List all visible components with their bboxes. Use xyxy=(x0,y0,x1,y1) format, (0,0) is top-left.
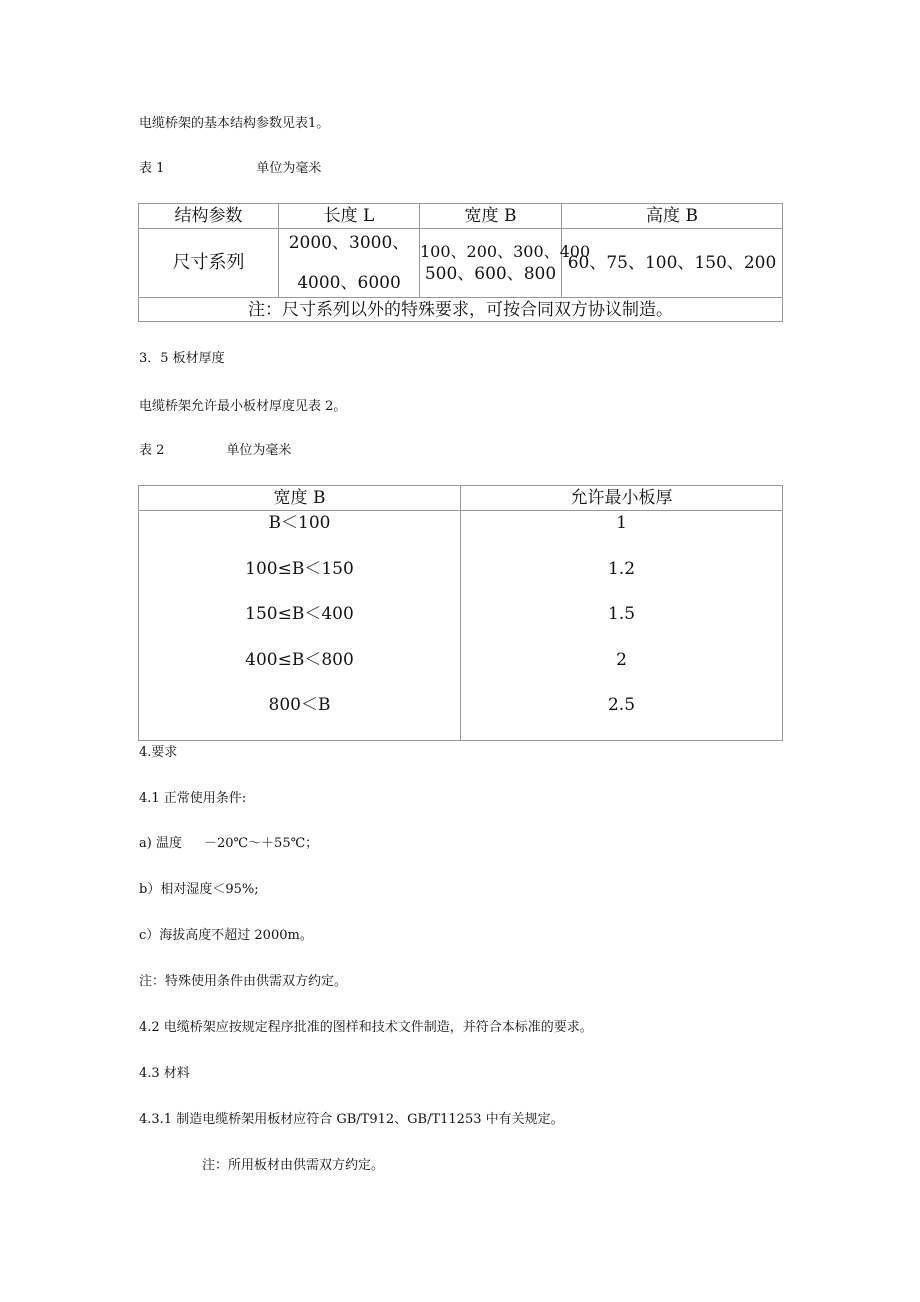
table-header-cell: 允许最小板厚 xyxy=(461,486,783,511)
section-4-2: 4.2 电缆桥架应按规定程序批准的图样和技术文件制造，并符合本标准的要求。 xyxy=(139,1020,593,1035)
table-note-row xyxy=(139,298,783,322)
table-row xyxy=(139,229,783,298)
width-range: 800＜B xyxy=(268,695,331,715)
width-line: 100、200、300、400 xyxy=(420,242,591,261)
width-cell xyxy=(420,229,591,298)
condition-temperature-label: a) 温度 xyxy=(139,836,182,851)
length-line: 2000、3000、 xyxy=(288,233,410,253)
table2-intro: 电缆桥架允许最小板材厚度见表 2。 xyxy=(139,399,347,414)
condition-temperature-value: －20℃～＋55℃； xyxy=(203,836,319,851)
table2-caption-label: 表 2 xyxy=(139,443,165,458)
table1-caption-label: 表 1 xyxy=(139,161,165,176)
thickness-value: 1 xyxy=(616,513,627,533)
condition-altitude: c）海拔高度不超过 2000m。 xyxy=(139,928,313,943)
condition-humidity: b）相对湿度＜95%; xyxy=(139,882,259,897)
section-4-1-heading: 4.1 正常使用条件: xyxy=(139,791,247,806)
table1-caption xyxy=(139,160,321,178)
intro-line: 电缆桥架的基本结构参数见表1。 xyxy=(139,116,330,131)
table2-caption-unit: 单位为毫米 xyxy=(226,443,292,458)
table-header-cell: 结构参数 xyxy=(139,204,279,229)
width-range: 150≤B＜400 xyxy=(245,604,354,624)
thickness-value: 2.5 xyxy=(607,695,636,715)
width-range-column xyxy=(139,511,461,741)
length-cell xyxy=(279,229,420,298)
section-4-3-1: 4.3.1 制造电缆桥架用板材应符合 GB/T912、GB/T11253 中有关规定。 xyxy=(139,1112,564,1127)
note-conditions: 注：特殊使用条件由供需双方约定。 xyxy=(139,974,348,989)
width-range: B＜100 xyxy=(268,513,331,533)
thickness-value: 1.5 xyxy=(607,604,636,624)
table-header-cell: 长度 L xyxy=(279,204,420,229)
height-cell: 60、75、100、150、200 xyxy=(562,229,783,298)
thickness-value: 1.2 xyxy=(607,558,636,579)
width-line: 500、600、800 xyxy=(424,264,557,284)
structure-parameter-table xyxy=(138,203,783,322)
section-4-3-heading: 4.3 材料 xyxy=(139,1066,190,1081)
table-header-row xyxy=(139,204,783,229)
row-label-cell: 尺寸系列 xyxy=(139,229,279,298)
note-material: 注：所用板材由供需双方约定。 xyxy=(202,1158,385,1173)
width-range: 100≤B＜150 xyxy=(245,558,354,579)
condition-temperature xyxy=(139,835,318,853)
section-4-heading: 4.要求 xyxy=(139,745,178,760)
table-row xyxy=(139,511,783,741)
min-thickness-table xyxy=(138,485,783,741)
table2-caption xyxy=(139,442,291,460)
section-3-5-heading: 3．5 板材厚度 xyxy=(139,351,225,366)
length-line: 4000、6000 xyxy=(297,273,401,293)
table-header-cell: 宽度 B xyxy=(139,486,461,511)
table-header-cell: 宽度 B xyxy=(420,204,562,229)
table-header-row xyxy=(139,486,783,511)
table-header-cell: 高度 B xyxy=(562,204,783,229)
thickness-value: 2 xyxy=(616,649,627,670)
table1-caption-unit: 单位为毫米 xyxy=(256,161,322,176)
thickness-column xyxy=(461,511,783,741)
table-note: 注：尺寸系列以外的特殊要求，可按合同双方协议制造。 xyxy=(139,298,783,322)
width-range: 400≤B＜800 xyxy=(245,649,354,670)
